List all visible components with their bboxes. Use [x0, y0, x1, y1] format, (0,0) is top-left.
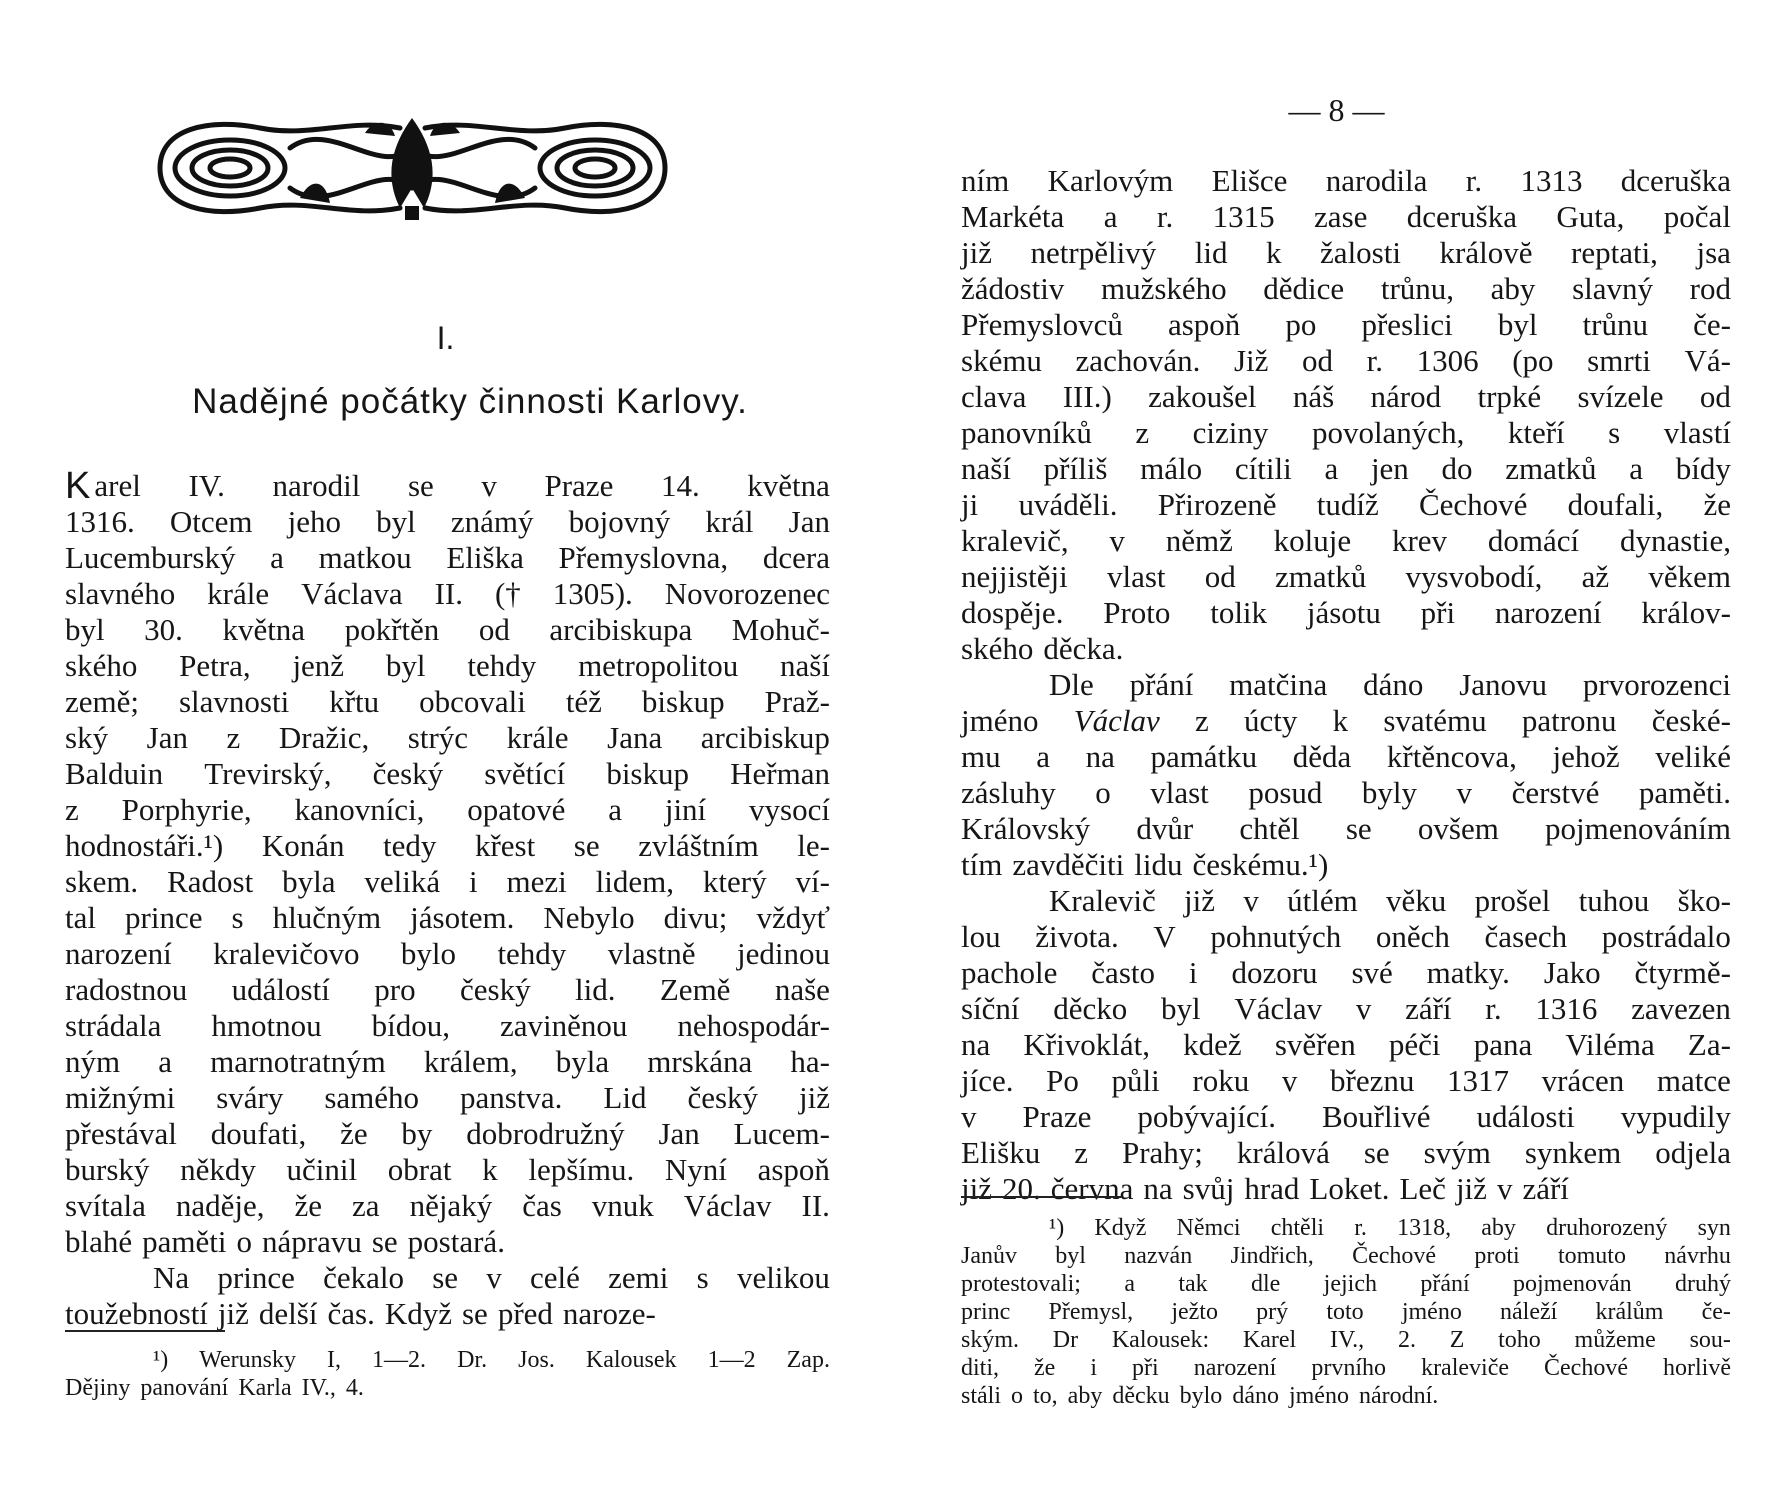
body-line: mu a na památku děda křtěncova, jehož veliké [961, 739, 1731, 774]
body-line: v Praze pobývající. Bouřlivé události vypudily [961, 1099, 1731, 1134]
body-line: již netrpělivý lid k žalosti královĕ reptati, jsa [961, 235, 1731, 270]
body-line: lou života. V pohnutých oněch časech postrádalo [961, 919, 1731, 954]
body-line: 1316. Otcem jeho byl známý bojovný král Jan [65, 504, 830, 539]
body-line: panovníků z ciziny povolaných, kteří s vlastí [961, 415, 1731, 450]
body-line: zásluhy o vlast posud byly v čerstvé paměti. [961, 775, 1731, 810]
body-line: Elišku z Prahy; králová se svým synkem odjela [961, 1135, 1731, 1170]
body-line: dospěje. Proto tolik jásotu při narození králov- [961, 595, 1731, 630]
body-line: toužebností již delší čas. Když se před naroze- [65, 1296, 656, 1331]
body-line: ním Karlovým Elišce narodila r. 1313 dceruška [961, 163, 1731, 198]
body-line: žádostiv mužského dědice trůnu, aby slavný rod [961, 271, 1731, 306]
left-footnote-rule [65, 1330, 225, 1332]
right-footnote-rule [961, 1196, 1121, 1198]
chapter-title: Nadějné počátky činnosti Karlovy. [192, 382, 748, 421]
body-line: K arel IV. narodil se v Praze 14. května [65, 465, 830, 507]
body-line: clava III.) zakoušel náš národ trpké svízele od [961, 379, 1731, 414]
body-line: ným a marnotratným králem, byla mrskána ha- [65, 1044, 830, 1079]
body-line: ji uváděli. Přirozeně tudíž Čechové doufali, že [961, 487, 1731, 522]
drop-cap: K [65, 465, 91, 507]
right-page [891, 0, 1782, 1501]
body-line: země; slavnosti křtu obcovali též biskup Praž- [65, 684, 830, 719]
body-line: jíce. Po půli roku v březnu 1317 vrácen matce [961, 1063, 1731, 1098]
body-line: mižnými sváry samého panstva. Lid český již [65, 1080, 830, 1115]
left-footnotes [65, 1346, 830, 1402]
footnote-line: ským. Dr Kalousek: Karel IV., 2. Z toho můžeme sou- [961, 1327, 1731, 1353]
body-line: pachole často i dozoru své matky. Jako čtyrmě- [961, 955, 1731, 990]
body-line: Markéta a r. 1315 zase dceruška Guta, počal [961, 199, 1731, 234]
body-line: strádala hmotnou bídou, zaviněnou nehospodár- [65, 1008, 830, 1043]
body-line: Na prince čekalo se v celé zemi s velikou [153, 1260, 830, 1295]
footnote-line: Dějiny panování Karla IV., 4. [65, 1375, 364, 1401]
left-body-text [65, 465, 830, 1332]
body-line: Královský dvůr chtěl se ovšem pojmenováním [961, 811, 1731, 846]
body-line: narození kralevičovo bylo tehdy vlastně jedinou [65, 936, 830, 971]
body-line: skému zachován. Již od r. 1306 (po smrti Vá- [961, 343, 1731, 378]
body-line: nejjistěji vlast od zmatků vysvobodí, až věkem [961, 559, 1731, 594]
body-line: tím zavděčiti lidu českému.¹) [961, 847, 1329, 882]
footnote-line: diti, že i při narození prvního kraleviče Čechové horlivě [961, 1355, 1731, 1381]
body-line: skem. Radost byla veliká i mezi lidem, který ví- [65, 864, 830, 899]
right-footnotes [961, 1214, 1731, 1410]
body-line: ského Petra, jenž byl tehdy metropolitou naší [65, 648, 830, 683]
body-line: naší příliš málo cítili a jen do zmatků a bídy [961, 451, 1731, 486]
body-line: kralevič, v němž koluje krev domácí dynastie, [961, 523, 1731, 558]
body-line: tal prince s hlučným jásotem. Nebylo divu; vždyť [65, 900, 830, 935]
body-line: Přemyslovců aspoň po přeslici byl trůnu če- [961, 307, 1731, 342]
body-line: Balduin Trevirský, český světící biskup Heřman [65, 756, 830, 791]
body-line: burský někdy učinil obrat k lepšímu. Nyní aspoň [65, 1152, 830, 1187]
body-line: radostnou událostí pro český lid. Země naše [65, 972, 830, 1007]
footnote-line: ¹) Werunsky I, 1—2. Dr. Jos. Kalousek 1—2 Zap. [153, 1347, 830, 1373]
body-line: již 20. června na svůj hrad Loket. Leč již v září [961, 1171, 1569, 1206]
body-line: slavného krále Václava II. († 1305). Novorozenec [65, 576, 830, 611]
body-line: síční děcko byl Václav v září r. 1316 zavezen [961, 991, 1731, 1026]
page-number: — 8 — [1288, 92, 1385, 128]
body-line: blahé paměti o nápravu se postará. [65, 1224, 505, 1259]
body-line: Dle přání matčina dáno Janovu prvorozenci [1049, 667, 1731, 702]
body-line: Kralevič již v útlém věku prošel tuhou ško- [1049, 883, 1731, 918]
body-line: na Křivoklát, kdež svěřen péči pana Viléma Za- [961, 1027, 1731, 1062]
art-nouveau-ornament-headpiece [150, 108, 675, 223]
body-line: Lucemburský a matkou Eliška Přemyslovna, dcera [65, 540, 830, 575]
footnote-line: ¹) Když Němci chtěli r. 1318, aby druhorozený syn [1049, 1215, 1731, 1241]
chapter-number: I. [436, 320, 455, 356]
body-line: z Porphyrie, kanovníci, opatové a jiní vysocí [65, 792, 830, 827]
body-line: ského děcka. [961, 631, 1124, 666]
footnote-line: stáli o to, aby děcku bylo dáno jméno národní. [961, 1383, 1439, 1409]
body-line: hodnostáři.¹) Konán tedy křest se zvláštním le- [65, 828, 830, 863]
body-line: přestával doufati, že by dobrodružný Jan Lucem- [65, 1116, 830, 1151]
body-line: jméno Václav z úcty k svatému patronu české- [961, 703, 1731, 738]
right-body-text [961, 163, 1731, 1207]
footnote-line: Janův byl nazván Jindřich, Čechové proti tomuto návrhu [961, 1243, 1731, 1269]
footnote-line: protestovali; a tak dle jejich přání pojmenován druhý [961, 1271, 1731, 1297]
body-line: ský Jan z Dražic, strýc krále Jana arcibiskup [65, 720, 830, 755]
body-line: svítala naděje, že za nějaký čas vnuk Václav II. [65, 1188, 830, 1223]
footnote-line: princ Přemysl, ježto prý toto jméno náleží králům če- [961, 1299, 1731, 1325]
body-line: byl 30. května pokřtěn od arcibiskupa Mohuč- [65, 612, 830, 647]
